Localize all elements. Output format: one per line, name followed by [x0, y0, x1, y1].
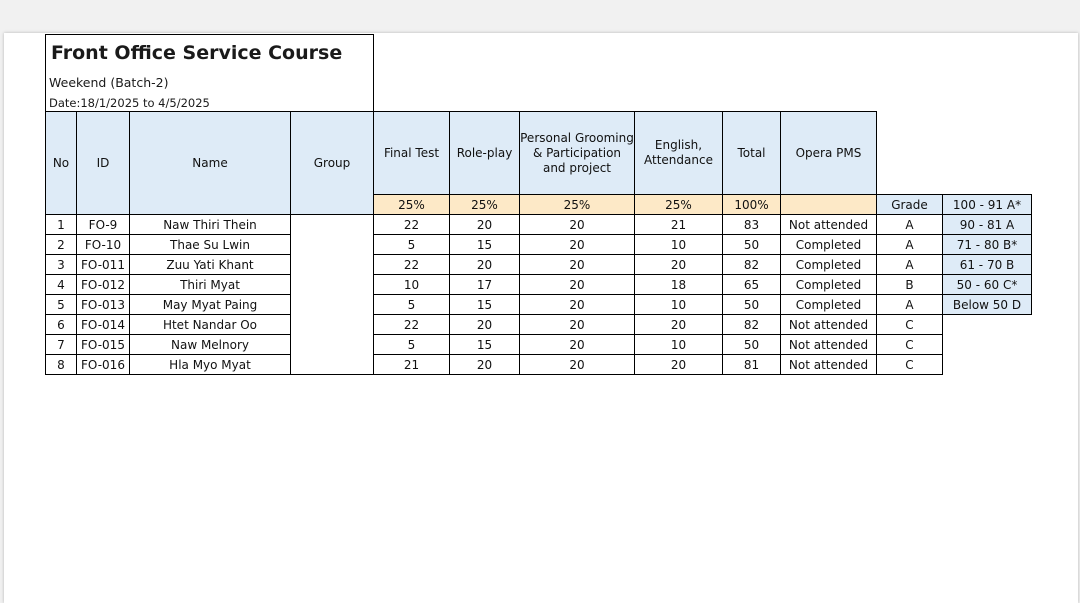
grade-legend-item: 100 - 91 A* [943, 195, 1032, 215]
row-no: 8 [46, 355, 77, 375]
score-personal: 20 [520, 275, 635, 295]
student-id: FO-9 [77, 215, 130, 235]
col-header-final-test: Final Test [374, 112, 450, 195]
score-role-play: 20 [450, 215, 520, 235]
score-final-test: 5 [374, 235, 450, 255]
score-english: 21 [635, 215, 723, 235]
row-no: 6 [46, 315, 77, 335]
score-role-play: 15 [450, 295, 520, 315]
score-total: 82 [723, 315, 781, 335]
score-final-test: 5 [374, 295, 450, 315]
student-name: Thae Su Lwin [130, 235, 291, 255]
score-total: 83 [723, 215, 781, 235]
score-total: 50 [723, 235, 781, 255]
opera-status: Not attended [781, 335, 877, 355]
score-personal: 20 [520, 315, 635, 335]
grade-legend-item: 61 - 70 B [943, 255, 1032, 275]
student-name: Naw Melnory [130, 335, 291, 355]
row-no: 1 [46, 215, 77, 235]
row-no: 7 [46, 335, 77, 355]
group-cell [291, 215, 374, 375]
opera-status: Completed [781, 275, 877, 295]
table-row [46, 295, 1032, 315]
table-row [46, 355, 1032, 375]
student-grade: C [877, 355, 943, 375]
score-personal: 20 [520, 255, 635, 275]
score-personal: 20 [520, 355, 635, 375]
score-english: 10 [635, 235, 723, 255]
row-no: 4 [46, 275, 77, 295]
weight-role-play: 25% [450, 195, 520, 215]
score-personal: 20 [520, 235, 635, 255]
opera-status: Not attended [781, 315, 877, 335]
weight-final-test: 25% [374, 195, 450, 215]
col-header-role-play: Role-play [450, 112, 520, 195]
course-header [45, 34, 374, 112]
header-row [46, 112, 1032, 195]
course-batch: Weekend (Batch-2) [49, 75, 169, 90]
opera-status: Completed [781, 295, 877, 315]
col-header-total: Total [723, 112, 781, 195]
course-title: Front Office Service Course [51, 42, 343, 64]
score-final-test: 22 [374, 255, 450, 275]
opera-status: Completed [781, 255, 877, 275]
opera-status: Not attended [781, 215, 877, 235]
row-no: 2 [46, 235, 77, 255]
weight-total: 100% [723, 195, 781, 215]
score-personal: 20 [520, 295, 635, 315]
opera-status: Not attended [781, 355, 877, 375]
score-total: 65 [723, 275, 781, 295]
score-english: 10 [635, 295, 723, 315]
score-english: 20 [635, 315, 723, 335]
row-no: 3 [46, 255, 77, 275]
student-grade: B [877, 275, 943, 295]
student-name: Thiri Myat [130, 275, 291, 295]
score-role-play: 20 [450, 255, 520, 275]
table-row [46, 275, 1032, 295]
table-row [46, 215, 1032, 235]
opera-status: Completed [781, 235, 877, 255]
score-total: 81 [723, 355, 781, 375]
student-id: FO-013 [77, 295, 130, 315]
score-total: 50 [723, 335, 781, 355]
grade-legend-item: Below 50 D [943, 295, 1032, 315]
student-id: FO-10 [77, 235, 130, 255]
col-header-name: Name [130, 112, 291, 215]
table-row [46, 335, 1032, 355]
grade-legend-item: 71 - 80 B* [943, 235, 1032, 255]
score-personal: 20 [520, 215, 635, 235]
score-final-test: 21 [374, 355, 450, 375]
col-header-opera: Opera PMS [781, 112, 877, 195]
score-role-play: 15 [450, 335, 520, 355]
student-grade: A [877, 255, 943, 275]
weight-opera [781, 195, 877, 215]
student-id: FO-015 [77, 335, 130, 355]
score-personal: 20 [520, 335, 635, 355]
table-row [46, 235, 1032, 255]
col-header-no: No [46, 112, 77, 215]
student-id: FO-014 [77, 315, 130, 335]
student-grade: A [877, 215, 943, 235]
score-total: 50 [723, 295, 781, 315]
student-id: FO-016 [77, 355, 130, 375]
score-final-test: 22 [374, 215, 450, 235]
score-final-test: 22 [374, 315, 450, 335]
score-role-play: 17 [450, 275, 520, 295]
course-date-range: Date:18/1/2025 to 4/5/2025 [49, 96, 210, 110]
student-grade: A [877, 295, 943, 315]
student-name: Hla Myo Myat [130, 355, 291, 375]
col-header-id: ID [77, 112, 130, 215]
student-id: FO-011 [77, 255, 130, 275]
student-name: Htet Nandar Oo [130, 315, 291, 335]
score-final-test: 10 [374, 275, 450, 295]
student-grade: A [877, 235, 943, 255]
col-header-english: English, Attendance [635, 112, 723, 195]
grade-legend-item: 50 - 60 C* [943, 275, 1032, 295]
results-table [45, 111, 1032, 375]
score-total: 82 [723, 255, 781, 275]
score-english: 20 [635, 255, 723, 275]
score-english: 18 [635, 275, 723, 295]
col-header-personal: Personal Grooming & Participation and project [520, 112, 635, 195]
score-final-test: 5 [374, 335, 450, 355]
score-english: 20 [635, 355, 723, 375]
score-role-play: 20 [450, 355, 520, 375]
student-name: May Myat Paing [130, 295, 291, 315]
student-name: Zuu Yati Khant [130, 255, 291, 275]
col-header-group: Group [291, 112, 374, 215]
weight-english: 25% [635, 195, 723, 215]
student-id: FO-012 [77, 275, 130, 295]
score-english: 10 [635, 335, 723, 355]
col-header-grade: Grade [877, 195, 943, 215]
row-no: 5 [46, 295, 77, 315]
grade-legend-item: 90 - 81 A [943, 215, 1032, 235]
student-grade: C [877, 335, 943, 355]
table-row [46, 315, 1032, 335]
student-grade: C [877, 315, 943, 335]
score-role-play: 15 [450, 235, 520, 255]
student-name: Naw Thiri Thein [130, 215, 291, 235]
weight-personal: 25% [520, 195, 635, 215]
score-role-play: 20 [450, 315, 520, 335]
table-row [46, 255, 1032, 275]
